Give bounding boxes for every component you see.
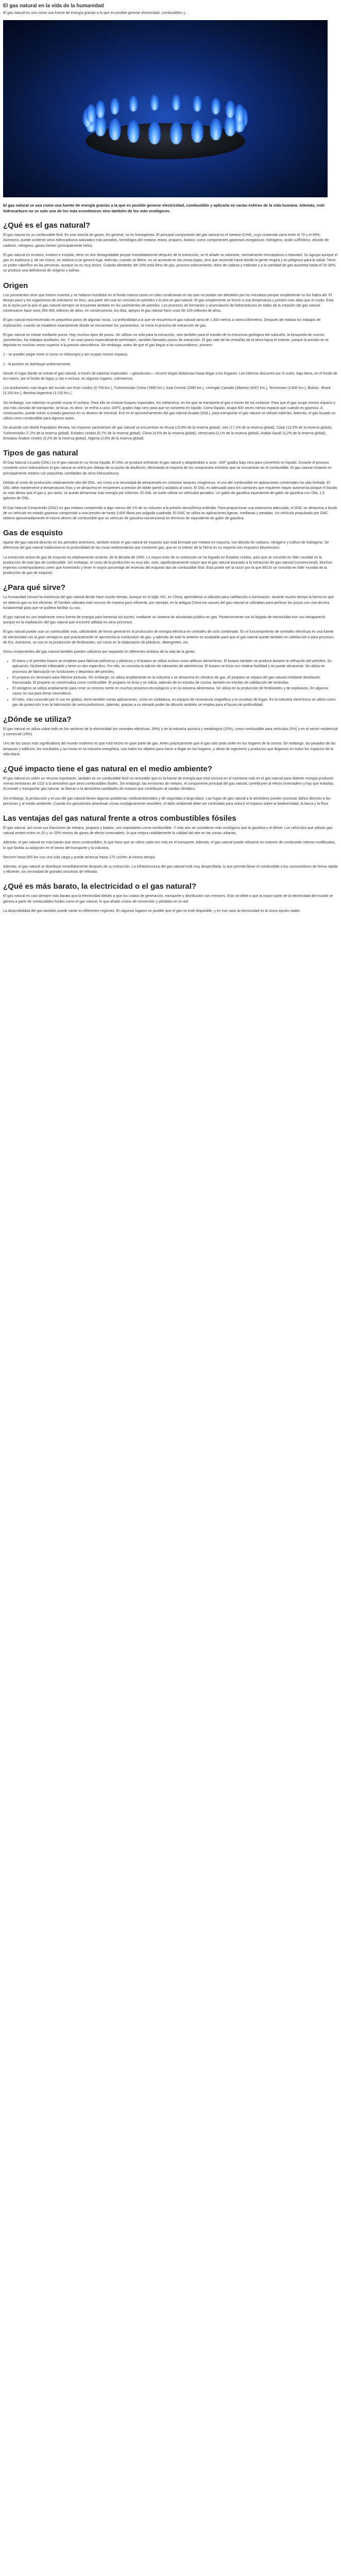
flame-shape <box>226 100 235 117</box>
flame-shape <box>148 122 161 144</box>
flame-shape <box>110 98 119 114</box>
flame-shape <box>211 98 220 114</box>
section-paragraph: Recorre hasta 900 km con una sola carga y puede arrancar hasta 170 coches al mismo tiempo. <box>3 855 156 859</box>
section-heading: Gas de esquisto <box>3 529 63 538</box>
gas-flame-image <box>3 20 328 197</box>
section-heading: ¿Qué impacto tiene el gas natural en el medio ambiente? <box>3 765 212 774</box>
flame-shape <box>96 100 105 117</box>
list-item: • El helio, más conocido por el uso en globos, tiene también varias aplicaciones, como en soldadura, en equipos de resonancia magnética y en pruebas de fugas. En la industria electrónica se utiliza como gas de protección o en la fabricación de semiconductores. Además, gracias a su elevado poder de difusión también se emplea para el buceo de profundidad. <box>12 698 338 708</box>
section-paragraph: El gas natural es casi siempre más barato que la electricidad debido a que los costos de generación, transporte y distribución son menores. Esto se debe a que la mayor parte de la electricidad del mundo se genera a partir de combustibles fósiles como el gas natural, lo que añade costos de conversión y pérdidas en la red. <box>3 894 333 904</box>
section-paragraph: Debido al costo de producción relativamente alto del GNL, así como a la necesidad de almacenarlo en costosos tanques criogénicos, el uso del combustible en aplicaciones comerciales ha sido limitado. El GNL debe mantenerse a temperaturas frías y se almacena en recipientes a presión de doble pared y aislados al vacío. El GNL es adecuado para los camiones que requieren mayor autonomía porque el líquido es más denso que el gas y, por tanto, se puede almacenar más energía por volumen. El GNL se suele utilizar en vehículos pesados. Un galón de gasolina equivalente de galón de gasolina con GNL 1,5 galones de GNL. <box>3 481 337 501</box>
section-paragraph: Sin embargo, la producción y el uso del gas natural tienen algunos problemas medioambientales y de seguridad a largo plazo. Las fugas de gas natural a la atmósfera pueden provocar daños directos a las personas y al medio ambiente. Cuando los gasoductos atraviesan zonas ecológicamente sensibles, el daño ambiental debe ser controlado para reducir el impacto sobre la biodiversidad, la fauna y la flora. <box>3 796 331 806</box>
section-bullet-list <box>3 659 338 708</box>
section-paragraph: 1 - se pueden pegar entre sí como un telescopio y así ocupan menos espacio, <box>3 353 128 357</box>
intro-bold-paragraph: El gas natural se usa como una fuente de energía gracias a la que es posible generar electricidad, combustible y aplicarla en varias esferas de la vida humana. Además, este hidrocarburo no se solo uno de los más económicos sino también de los más ecológicos. <box>3 203 325 214</box>
section-paragraph: Desde el lugar donde se extrae el gas natural, a través de tuberías especiales —gasoductos— recorre largas distancias hasta llegar a los hogares. Las tuberías discurren por el suelo, bajo tierra, en el fondo de los mares, por el fondo de lagos y ríos e incluso, en algunos lugares, submarinos. <box>3 371 337 381</box>
section-paragraph: Los yacimientos sirve que fueron muertos y se hallaron hundidos en el fondo marino casen en islas condicionan en las que no podían ser alterados por los microbios porque simplemente no los había allí. El tiempo pasó y los organismos de orientaron en limo, una parte del cual se convirtió en petróleo y la otra en gas natural. El gas simplemente se formó a una temperatura y presión más altas que el crudo. Esta es la razón por la que el gas natural siempre se encuentra también en los yacimientos de petróleo. Los procesos de formación y acumulación de hidrocarburos en todas de la creación del gas natural comenzaron hace unos 350-400 millones de años, en consecuencia, los días, apoyos el gas natural hace unos 50-100 millones de años. <box>3 293 334 313</box>
section-heading: ¿Qué es el gas natural? <box>3 221 91 230</box>
section-paragraph: De acuerdo con World Population Review, los mayores yacimientos de gas natural se encuentran en Rusia (19,9% de la reserva global), Irán (17,1% de la reserva global), Catar (12,5% de la reserva global), Turkmenistán (7,2% de la reserva global), Estados Unidos (6,7% de la reserva global), China (4,5% de la reserva global), Venezuela (3,1% de la reserva global), Arabia Saudí (3,2% de la reserva global), Emiratos Árabes Unidos (3,2% de la reserva global), Nigeria (2,9% de la reserva global). <box>3 426 333 440</box>
flame-shape <box>170 122 182 144</box>
section-paragraph: El gas natural se utiliza sobre todo en los sectores de la electricidad (en centrales eléctricas, 39%) y de la industria química y metalúrgica (10%), como combustible para vehículos (5%) y en el sector residencial y comercial (19%). <box>3 727 338 737</box>
section-paragraph: La extracción activa de gas de esquisto es relativamente reciente, de la década de 2000. Lo mayor éxito de su extracción se ha logrado en Estados Unidos, país que se convirtió en líder mundial en la producción de este tipo de combustible. Sin embargo, el costo de la producción es muy alto, esto, significativamente mayor que el gas natural asociado a la extracción de gas natural (convencional). Muchos expertos contemporáneos creen que fomentarlo y tener el mayor porcentaje de reservas del esquisto tipo de combustible fósil. Esta puede ser la razón por la que EEUU se convirtió en líder mundial de la producción de gas de esquisto. <box>3 555 332 575</box>
section-paragraph: Uno de los casos más significativos del mundo moderno es que está hecho en gran parte de gas. Antes prácticamente que el gas solo pudo arder en los hogares de la cocina. Sin embargo, los pasados de las lámparas y edificios, los resultados y las horas en la industria energética, casi todos los objetos para hacer a llegar en los hogares, y obras de ingeniería y productos que llegamos en todos los espacios de la vida diaria. <box>3 742 336 756</box>
section-paragraph: El gas natural puede usar un combustible más, utilizándolo de forma general en la producción de energía eléctrica en centrales de ciclo combinado. En el funcionamiento de centrales eléctricas es una fuente de electricidad con la gran ventaja es que prácticamente se aprovecha la combustión de gas, y además de todo lo anterior es aceptable para que el gas natural quede también en calefacción o para procesos de frío. Asimismo, se usa en la producción de fertilizantes, así como en la elaboración de plásticos, detergentes, etc. <box>3 630 334 645</box>
section-paragraph: El gas natural se extrae mediante pozos. Hay muchos tipos de pozos. Se utilizan no solo para la extracción, sino también para el estudio de la estructura geológica del subsuelo, la búsqueda de nuevos yacimientos, los trabajos auxiliares, etc. Y se usan pozos especialmente perforados, también llamados pozos de extracción. El gas sale de las entrañas de la tierra hacia el exterior, porque la presión en el depósito es muchas veces superior a la presión atmosférica. Sin embargo, antes de que el gas llegue a los consumidores, primero: <box>3 333 329 348</box>
flame-shape <box>172 94 181 110</box>
section-paragraph: Sin embargo, con tuberías no puede cruzar el océano. Para ello se crearon buques especiales, los metaneros, en los que se transporta el gas a través de los océanos. Para que el gas ocupe menos espacio y sea más cómodo de transportar, se licua, es decir, se enfría a unos 160ºC grados bajo cero para que se convierta en líquido. Como líquido, ocupa 600 veces menos espacio que cuando es gaseoso. A continuación, puede volver a estado gaseoso en su destino de terminal. Ese es el aprovechamiento del gas natural licuado (GNL), para transportar el gas natural se utilizan tuberías. Además, el gas licuado se utiliza como combustible para algunos autos. <box>3 401 336 421</box>
section-paragraph: El gas natural es un combustible fósil. Es una mezcla de gases. En general, no es homogénea. El principal componente del gas natural es el metano (CH4), cuyo contenido varía entre el 70 y el 99%. Asimismo, puede contener otros hidrocarburos saturados más pesados, homólogos del metano: etano, propano, butano; como componentes gaseosos inorgánicos: hidrógeno, ácido sulfhídrico, dióxido de carbono, nitrógeno, gases inertes (principalmente helio). <box>3 233 329 248</box>
section-paragraph: 2 - la presión se distribuye uniformemente. <box>3 362 72 366</box>
flame-shape <box>129 96 138 112</box>
flame-shape <box>234 104 244 122</box>
flame-shape <box>109 118 121 140</box>
section-paragraph: La humanidad conoce la existencia del gas natural desde hace mucho tiempo. Aunque en el siglo XIX, en China, aprendieron a utilizarlo para calefacción e iluminación, durante mucho tiempo la forma en que se obtenía gas no fue eficiente. El hombre utilizaba este recurso de manera poco eficiente, por ejemplo, en la antigua China los cauces del gas natural se utilizaban para perforar los pozos con una técnica fundamental para que se pudiera facilitar su uso. <box>3 596 334 610</box>
flame-shape <box>193 96 202 112</box>
article-top-title: El gas natural en la vida de la humanidad <box>3 3 104 9</box>
section-paragraph: El gas natural es incoloro, inodoro e insípido, tiene un olor desagradable porque inmediatamente después de la extracción, se le añade un odorante, normalmente mercaptanos o etanotiol. Su agrupa aunque el gas es explosivo y, de ser tóxico, se volatiza si se genera fuga. Además, cuando se libera, no se acumula en las zonas bajas, sino que asciende hacia donde la gente respira y es peligroso para la salud. Tiene un poder calorífico en las personas, aunque no es muy tóxico. Cuando alrededor del 10% está lleno de gas, provoca sofocamiento, dolor de cabeza y malestar y a la cantidad de gas aumenta hasta el 20-30%, se produce una deficiencia de oxígeno y asfixia. <box>3 253 338 273</box>
section-paragraph: El gas natural es sobre un recurso importante, también es un combustible fósil no renovable que es la fuente de energía que está encima en el momento más en el gas natural para obtener energía producen menos emisiones de CO2 a la atmósfera que otros combustibles fósiles. Sin embargo, las emisiones de metano, el componente principal del gas natural, contribuyen al efecto invernadero y hay que evitarlas. Al extraer y transportar gas natural, se liberan a la atmósfera cantidades de metano que contribuyen al cambio climático. <box>3 777 334 791</box>
list-item: • El nitrógeno se utiliza ampliamente para crear un entorno inerte en muchos procesos tecnológicos y en la industria alimentaria. Se utiliza en la producción de fertilizantes y de explosivos. En algunos casos se usa para llenar neumáticos. <box>12 686 338 697</box>
section-paragraph: Los productores más largos del mundo son Esto Unidos (8.756 km.), Turkmenistán China (7800 km.), Asia Central (2000 km.), Umingán Canadá (Alberta) (4007 km.), Tennessee (3.400 km.), Bolivia - Brasil (3.150 km.), Berdina Argentina (3.152 km.). <box>3 386 331 396</box>
section-heading: Las ventajas del gas natural frente a otros combustibles fósiles <box>3 814 236 823</box>
section-heading: ¿Qué es más barato, la electricidad o el gas natural? <box>3 882 197 891</box>
intro-paragraph: El gas natural es uno como una fuente de energía gracias a lo que es posible generar electricidad, combustibles y... <box>3 11 189 15</box>
section-paragraph: Otros componentes del gas natural también pueden utilizarse por separado en diferentes ámbitos de la vida de la gente: <box>3 650 196 654</box>
flame-shape <box>127 121 140 143</box>
section-paragraph: El gas natural, así como sus fracciones de metano, propano y butano, son importantes como combustible. Y más aún se consideran más ecológicos que la gasolina y el diésel. Los vehículos que utilizan gas natural emiten entre un 20 y un 25% menos de gases de efecto invernadero, lo que mejora notablemente la calidad del aire en las zonas urbanas. <box>3 826 333 836</box>
flame-shape <box>210 118 222 140</box>
list-item: • El propano es necesario para fabricar pinturas. Sin embargo, se utiliza ampliamente en la industria o se almacena en cilindros de gas. El propano se separa del gas natural mediante destilación fraccionada. El propano se comercializa como combustible. El propano se licúa y se utiliza, además de en estufas de cocina, también en estufas de calefacción de viviendas. <box>12 675 338 686</box>
flame-shape <box>225 115 236 137</box>
flame-shape <box>191 121 203 143</box>
section-heading: Origen <box>3 281 28 290</box>
section-heading: ¿Dónde se utiliza? <box>3 715 72 724</box>
section-paragraph: El gas natural es uno totalmente como fuente de energía para fomentar los bucles, mediante un sistema de alumbrado público en gas. Posteriormente con la llegada de electricidad ese uso desapareció aunque en la explotación del gas natural que encontró utilidad en otros procesos. <box>3 615 326 625</box>
list-item: • El etano y el petróleo liviano se emplean para fabricar polímeros y plásticos y el butano se utiliza incluso como aditivos alimenticios. El butano también se produce durante la refinación del petróleo. Su aplicación, fácilmente inflamable y tiene un olor específico. Por ello, no necesita la adición de odorantes de advertencia. El butano se licúa con relativa facilidad y se puede almacenar. Se utiliza en procesos de fabricación en fundiciones y depósitos del petróleo. <box>12 659 338 675</box>
section-paragraph: Aparte del gas natural descrito en los períodos anteriores, también existe el gas natural de esquisto que está formado por metano en mayoría, con dióxido de carbono, nitrógeno y sulfuro de hidrógeno. Se diferencia del gas natural tradicional en la profundidad de las rocas sedimentarias que contienen gas, que en el interior de la Tierra en su mayoría son esquistos bituminosos. <box>3 541 329 550</box>
section-heading: ¿Para qué sirve? <box>3 583 65 592</box>
section-heading: Tipos de gas natural <box>3 449 78 458</box>
section-paragraph: Además, el gas natural se distribuye inmediatamente después de su extracción. La infraestructura del gas natural está muy desarrollada, lo que permite llevar el combustible a los consumidores de forma rápida y eficiente, sin necesidad de grandes procesos de refinado. <box>3 865 338 874</box>
section-paragraph: Además, el gas natural es más barato que otros combustibles, lo que hace que se utilice cada vez más en el transporte. Además, el gas natural puede utilizarse en motores de combustión interna modificados, lo que facilita su adopción en el sector del transporte y la industria. <box>3 841 336 850</box>
section-paragraph: El gas natural está encerrado en pequeños poros de algunas rocas. La profundidad a la que se encuentra el gas natural varía de 1.000 metros a varios kilómetros. Después de realizar los trabajos de exploración, cuando se establece exactamente dónde se encuentran los yacimientos, se inicia el proceso de extracción de gas. <box>3 318 321 328</box>
article <box>0 3 341 914</box>
section-paragraph: La disponibilidad del gas también puede variar en diferentes regiones. En algunos lugares es posible que el gas no esté disponible, y en ese caso la electricidad es la única opción viable. <box>3 909 301 913</box>
flame-shape <box>150 94 159 110</box>
flame-shape <box>86 104 96 122</box>
article-sections <box>3 221 338 914</box>
section-paragraph: El Gas Natural Licuado (GNL) es el gas natural en su forma líquida. El GNL se produce enfriando el gas natural y adaptándolo a unos -160º grados bajo cero para convertirlo en líquido. Durante el proceso convierte como hidrocarburo el gas natural se enfría por debajo de su punto de ebullición, eliminando la mayoría de los compuestos extraños que se encuentran en el combustible. El gas natural restante es principalmente metano con pequeñas cantidades de otros hidrocarburos. <box>3 461 332 476</box>
section-paragraph: El Gas Natural Comprimido (GNC) es gas metano comprimido a algo menos del 1% de su volumen a la presión atmosférica estándar. Para proporcionar una autonomía adecuada, el GNC se almacena a bordo de un vehículo en estado gaseoso comprimido a una presión de hasta 3.600 libras por pulgada cuadrada. El GNC se utiliza en aplicaciones ligeras, medianas y pesadas. Un vehículo propulsado por GNC obtiene aproximadamente el mismo ahorro de combustible que un vehículo de gasolina convencional en términos de equivalente de galón de gasolina. <box>3 506 337 520</box>
